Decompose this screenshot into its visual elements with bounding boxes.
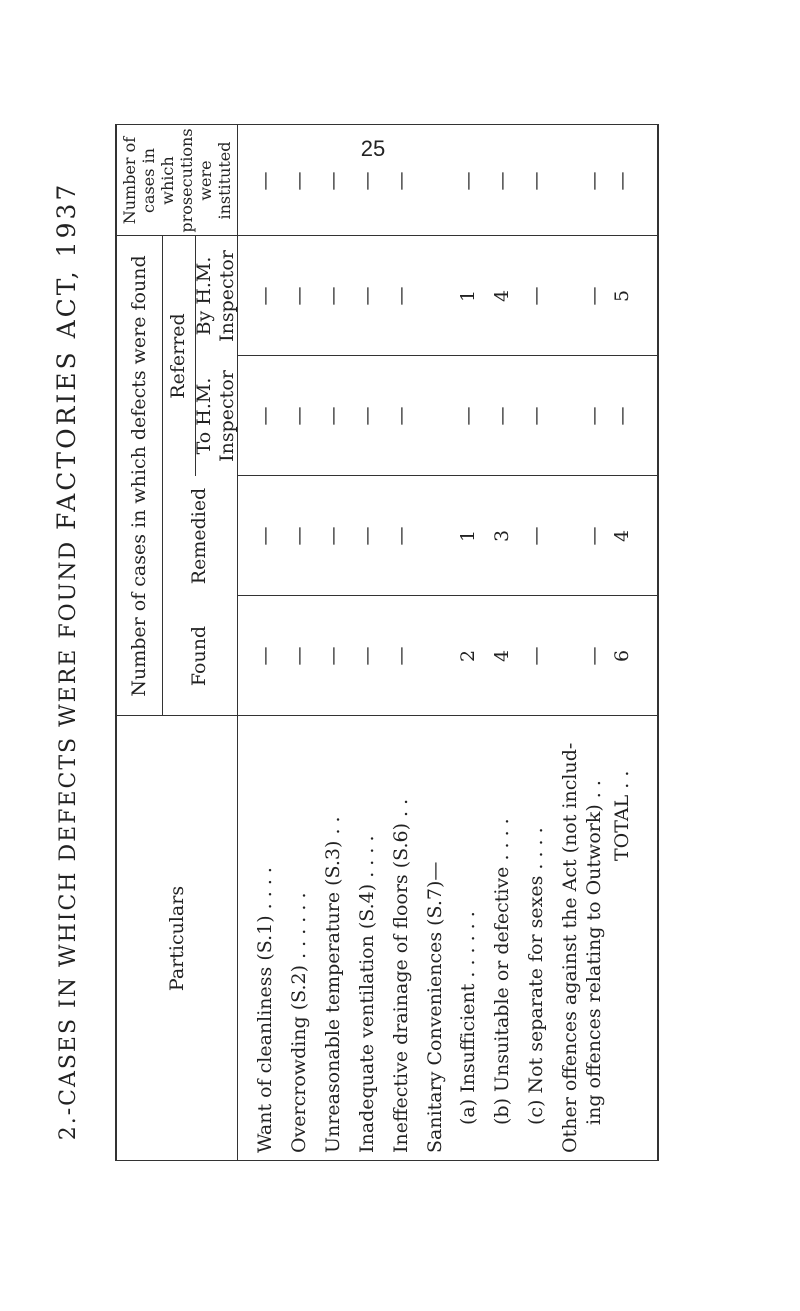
cell-remedied: — bbox=[525, 526, 547, 546]
cell-to: — bbox=[322, 406, 344, 426]
cell-found: — bbox=[356, 646, 378, 666]
page-number: 25 bbox=[360, 135, 386, 161]
cell-remedied: 4 bbox=[611, 529, 633, 543]
row-label: Ineffective drainage of floors (S.6) . . bbox=[390, 798, 412, 1153]
document-title: FACTORIES ACT, 1937 bbox=[52, 181, 81, 530]
row-label: Overcrowding (S.2) . . . . . . bbox=[288, 892, 310, 1153]
cell-remedied: 1 bbox=[457, 529, 479, 543]
cell-remedied: 3 bbox=[491, 529, 513, 543]
cell-remedied: — bbox=[254, 526, 276, 546]
header-found: Found bbox=[188, 625, 210, 687]
row-label: Other offences against the Act (not includ- bbox=[559, 742, 581, 1153]
row-label: (b) Unsuitable or defective . . . . bbox=[491, 818, 513, 1125]
cell-to: — bbox=[457, 406, 479, 426]
cell-remedied: — bbox=[356, 526, 378, 546]
cell-by: — bbox=[322, 286, 344, 306]
cell-pros: — bbox=[390, 171, 412, 191]
header-remedied: Remedied bbox=[188, 487, 210, 585]
cell-found: — bbox=[525, 646, 547, 666]
column-divider bbox=[237, 595, 657, 596]
header-particulars: Particulars bbox=[165, 885, 188, 992]
cell-to: — bbox=[390, 406, 412, 426]
cell-pros: — bbox=[611, 171, 633, 191]
row-label: (c) Not separate for sexes . . . . bbox=[525, 827, 547, 1125]
cell-pros: — bbox=[254, 171, 276, 191]
cell-remedied: — bbox=[288, 526, 310, 546]
header-defects-group: Number of cases in which defects were found bbox=[128, 255, 150, 697]
cell-remedied: — bbox=[390, 526, 412, 546]
row-label: Unreasonable temperature (S.3) . . bbox=[322, 816, 344, 1153]
cell-pros: — bbox=[491, 171, 513, 191]
cell-by: 1 bbox=[457, 289, 479, 303]
cell-pros: — bbox=[583, 171, 605, 191]
column-divider bbox=[237, 475, 657, 476]
row-label: TOTAL . . bbox=[611, 770, 633, 861]
cell-to: — bbox=[356, 406, 378, 426]
cell-by: — bbox=[390, 286, 412, 306]
page-heading bbox=[52, 111, 81, 1211]
cell-found: — bbox=[288, 646, 310, 666]
cell-by: — bbox=[583, 286, 605, 306]
cell-pros: — bbox=[288, 171, 310, 191]
cell-to: — bbox=[525, 406, 547, 426]
cell-to: — bbox=[611, 406, 633, 426]
cell-by: — bbox=[254, 286, 276, 306]
cell-found: 4 bbox=[491, 649, 513, 663]
cell-found: — bbox=[322, 646, 344, 666]
defects-table bbox=[115, 124, 659, 1161]
cell-pros: — bbox=[457, 171, 479, 191]
row-label: ing offences relating to Outwork) . . bbox=[583, 780, 605, 1125]
cell-remedied: — bbox=[583, 526, 605, 546]
cell-to: — bbox=[491, 406, 513, 426]
row-label: Inadequate ventilation (S.4) . . . . bbox=[356, 835, 378, 1153]
cell-pros: — bbox=[322, 171, 344, 191]
cell-pros: — bbox=[356, 171, 378, 191]
cell-by: — bbox=[525, 286, 547, 306]
cell-by: — bbox=[356, 286, 378, 306]
cell-remedied: — bbox=[322, 526, 344, 546]
row-label: (a) Insufficient . . . . . . bbox=[457, 911, 479, 1125]
cell-by: 5 bbox=[611, 289, 633, 303]
row-label: Sanitary Conveniences (S.7)— bbox=[424, 861, 446, 1153]
cell-found: 6 bbox=[611, 649, 633, 663]
header-referred: Referred bbox=[167, 313, 189, 399]
cell-by: — bbox=[288, 286, 310, 306]
header-by-hm-inspector: By H.M. Inspector bbox=[193, 250, 238, 342]
cell-to: — bbox=[583, 406, 605, 426]
cell-found: — bbox=[390, 646, 412, 666]
table-subtitle: 2.-CASES IN WHICH DEFECTS WERE FOUND bbox=[56, 539, 81, 1141]
cell-to: — bbox=[254, 406, 276, 426]
column-divider bbox=[237, 355, 657, 356]
cell-by: 4 bbox=[491, 289, 513, 303]
cell-found: 2 bbox=[457, 649, 479, 663]
cell-found: — bbox=[254, 646, 276, 666]
header-prosecutions: Number of cases in which prosecutions were instituted bbox=[120, 128, 234, 233]
row-label: Want of cleanliness (S.1) . . . . bbox=[254, 867, 276, 1153]
cell-found: — bbox=[583, 646, 605, 666]
cell-pros: — bbox=[525, 171, 547, 191]
cell-to: — bbox=[288, 406, 310, 426]
header-to-hm-inspector: To H.M. Inspector bbox=[193, 370, 238, 462]
